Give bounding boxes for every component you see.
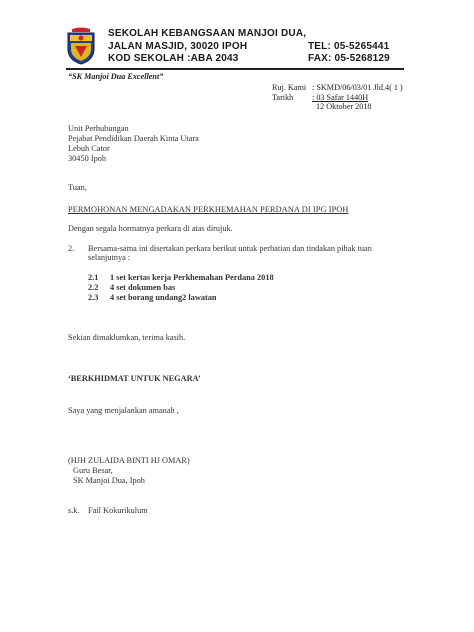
opening-line: Dengan segala hormatnya perkara di atas dirujuk. (68, 224, 233, 233)
recipient-line: Pejabat Pendidikan Daerah Kinta Utara (68, 134, 199, 143)
para2-line2: selanjutnya : (88, 253, 131, 262)
cc-label: s.k. (68, 506, 80, 515)
letterhead-divider (66, 68, 404, 70)
item-text: 1 set kertas kerja Perkhemahan Perdana 2018 (110, 273, 274, 282)
school-address: JALAN MASJID, 30020 IPOH (108, 41, 248, 52)
ref-label: Ruj. Kami (272, 83, 307, 92)
subject-heading: PERMOHONAN MENGADAKAN PERKHEMAHAN PERDANA DI IPG IPOH (68, 205, 349, 214)
item-text: 4 set dokumen bas (110, 283, 176, 292)
ref-value: : SKMD/06/03/01 Jld.4( 1 ) (312, 83, 403, 92)
para2-number: 2. (68, 244, 75, 253)
slogan: ‘BERKHIDMAT UNTUK NEGARA’ (68, 374, 201, 383)
date-hijri: : 03 Safar 1440H (312, 93, 369, 102)
item-text: 4 set borang undang2 lawatan (110, 293, 217, 302)
closing-line: Sekian dimaklumkan, terima kasih. (68, 333, 186, 342)
signoff: Saya yang menjalankan amanah , (68, 406, 179, 415)
signatory-name: (HJH ZULAIDA BINTI HJ OMAR) (68, 456, 190, 465)
school-crest-logo (66, 27, 96, 65)
cc-value: Fail Kokurikulum (88, 506, 148, 515)
para2-line1: Bersama-sama ini disertakan perkara berikut untuk perhatian dan tindakan pihak tuan (88, 244, 372, 253)
signatory-title: Guru Besar, (73, 466, 113, 475)
school-name: SEKOLAH KEBANGSAAN MANJOI DUA, (108, 28, 307, 39)
recipient-line: Unit Perhubungan (68, 124, 129, 133)
item-number: 2.3 (88, 293, 99, 302)
item-number: 2.1 (88, 273, 99, 282)
item-number: 2.2 (88, 283, 99, 292)
recipient-line: Lebuh Cator (68, 144, 110, 153)
school-motto: “SK Manjoi Dua Excellent” (68, 72, 164, 81)
signatory-org: SK Manjoi Dua, Ipoh (73, 476, 145, 485)
school-code: KOD SEKOLAH :ABA 2043 (108, 53, 239, 64)
salutation: Tuan, (68, 183, 87, 192)
recipient-line: 30450 Ipoh (68, 154, 107, 163)
date-gregorian: 12 Oktober 2018 (316, 102, 372, 111)
telephone: TEL: 05-5265441 (308, 41, 390, 52)
fax: FAX: 05-5268129 (308, 53, 390, 64)
date-label: Tarikh (272, 93, 294, 102)
